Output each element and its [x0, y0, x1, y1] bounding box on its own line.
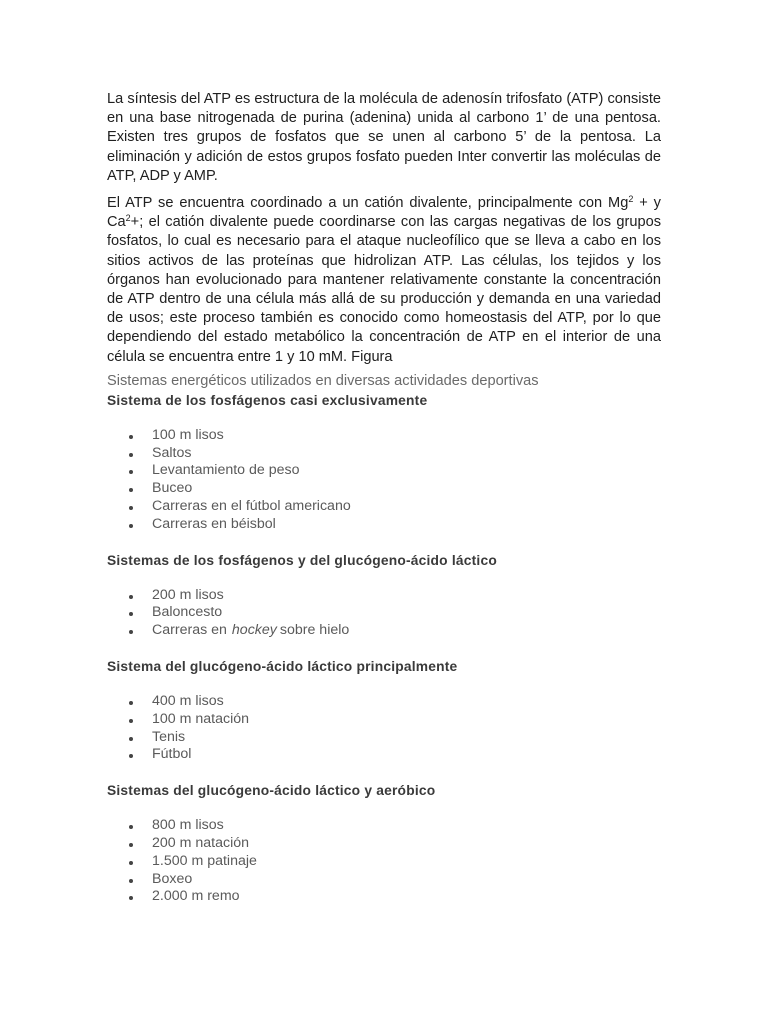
superscript: 2 [125, 213, 131, 224]
list-item: Boxeo [107, 871, 661, 889]
superscript: 2 [628, 194, 634, 205]
bullet-icon [129, 470, 133, 474]
paragraph-atp-cation [107, 194, 661, 367]
sports-systems-intro: Sistemas energéticos utilizados en diversas actividades deportivas [107, 372, 539, 389]
list-item: Saltos [107, 445, 661, 463]
bullet-icon [129, 843, 133, 847]
bullet-icon [129, 524, 133, 528]
paragraph-text: + y Ca [107, 195, 661, 231]
bullet-icon [129, 701, 133, 705]
list-item: 1.500 m patinaje [107, 853, 661, 871]
paragraph-atp-structure: La síntesis del ATP es estructura de la molécula de adenosín trifosfato (ATP) consiste en una base nitrogenada de purina (adenina) unida al carbono 1’ de una pentosa. Existen tres grupos de fosfatos que se unen al carbono 5’ de la pentosa. La eliminación y adición de estos grupos fosfato pueden Inter convertir las moléculas de ATP, ADP y AMP. [107, 91, 661, 184]
list-item: Fútbol [107, 746, 661, 764]
paragraph-text: +; el catión divalente puede coordinarse con las cargas negativas de los grupos fosfatos, lo cual es necesario para el ataque nucleofílico que se lleva a cabo en los sitios activos de las proteínas que hidrolizan ATP. Las células, los tejidos y los órganos han evolucionado para mantener relativamente constante la concentración de ATP dentro de una célula más allá de su producción y demanda en una variedad de usos; este proceso también es conocido como homeostasis del ATP, por lo que dependiendo del estado metabólico la concentración de ATP en el interior de una célula se encuentra entre 1 y 10 mM. Figura [107, 214, 661, 365]
list-item: 100 m lisos [107, 427, 661, 445]
list-item: Levantamiento de peso [107, 462, 661, 480]
list-item: Baloncesto [107, 604, 661, 622]
list-item: 200 m lisos [107, 587, 661, 605]
bullet-icon [129, 435, 133, 439]
bullet-icon [129, 595, 133, 599]
list-item: 800 m lisos [107, 817, 661, 835]
list-item: Carreras en hockey sobre hielo [107, 622, 661, 640]
bullet-icon [129, 737, 133, 741]
italic-term: hockey [231, 622, 277, 639]
bullet-icon [129, 825, 133, 829]
list-item: 400 m lisos [107, 693, 661, 711]
list-item: Carreras en béisbol [107, 516, 661, 534]
bullet-icon [129, 719, 133, 723]
activity-list-phosphagen [107, 427, 661, 534]
bullet-icon [129, 506, 133, 510]
bullet-icon [129, 896, 133, 900]
list-item: Buceo [107, 480, 661, 498]
activity-list-phosphagen-glycogen [107, 587, 661, 640]
bullet-icon [129, 453, 133, 457]
list-item: 2.000 m remo [107, 888, 661, 906]
activity-list-glycogen-aerobic [107, 817, 661, 906]
bullet-icon [129, 879, 133, 883]
list-item: 100 m natación [107, 711, 661, 729]
document-content [107, 90, 661, 906]
section-heading-glycogen: Sistema del glucógeno-ácido láctico principalmente [107, 659, 458, 675]
paragraph-text: El ATP se encuentra coordinado a un catión divalente, principalmente con Mg [107, 195, 629, 212]
section-heading-phosphagen: Sistema de los fosfágenos casi exclusivamente [107, 392, 428, 408]
section-heading-glycogen-aerobic: Sistemas del glucógeno-ácido láctico y aeróbico [107, 783, 436, 799]
list-item: Carreras en el fútbol americano [107, 498, 661, 516]
list-item: 200 m natación [107, 835, 661, 853]
bullet-icon [129, 488, 133, 492]
activity-list-glycogen [107, 693, 661, 764]
bullet-icon [129, 630, 133, 634]
section-heading-phosphagen-glycogen: Sistemas de los fosfágenos y del glucógeno-ácido láctico [107, 552, 497, 568]
list-item: Tenis [107, 729, 661, 747]
bullet-icon [129, 612, 133, 616]
bullet-icon [129, 754, 133, 758]
bullet-icon [129, 861, 133, 865]
